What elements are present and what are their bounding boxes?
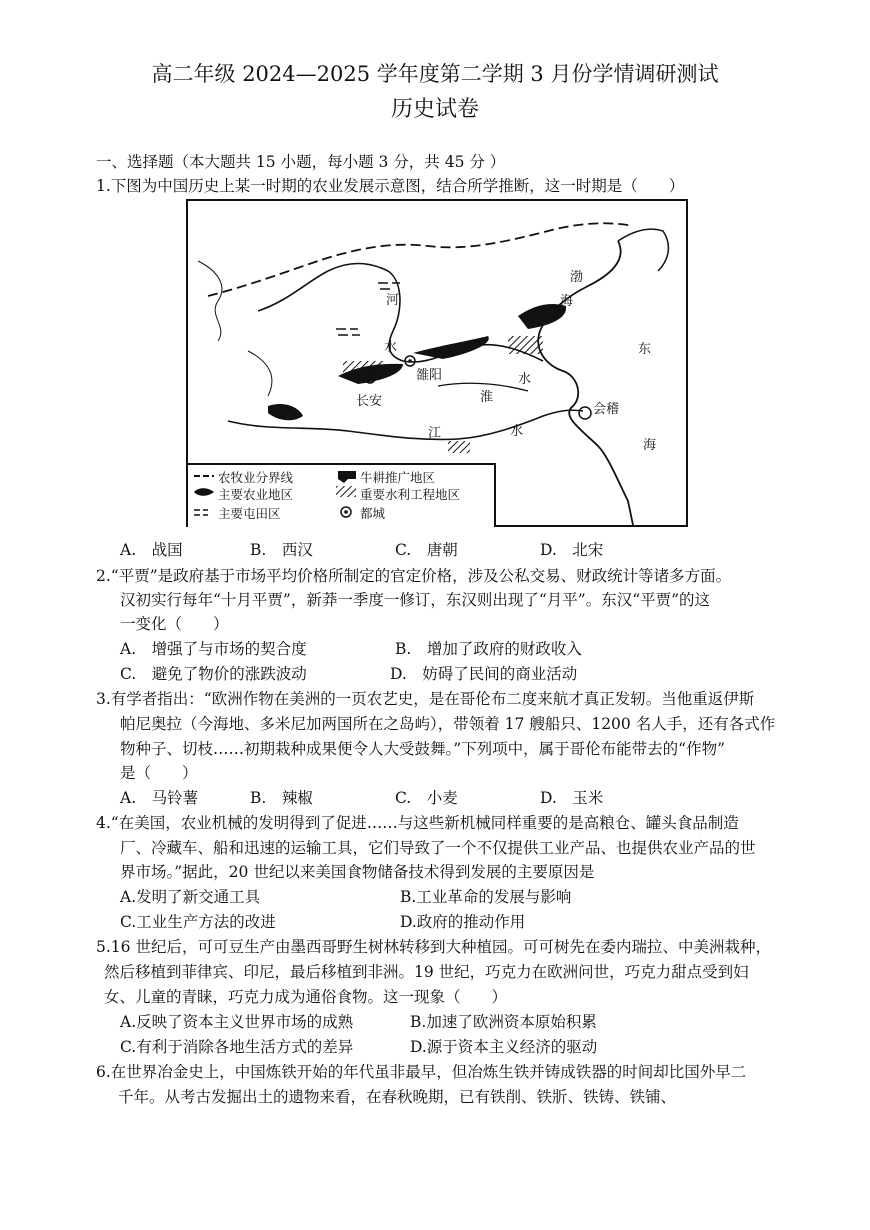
q5-option-a[interactable]: A.反映了资本主义世界市场的成熟 (120, 1013, 354, 1031)
q1-option-a[interactable]: A. 战国 (120, 541, 183, 559)
q4-line-3: 界市场。”据此，20 世纪以来美国食物储备技术得到发展的主要原因是 (120, 863, 595, 881)
q3-line-2: 帕尼奥拉（今海地、多米尼加两国所在之岛屿），带领着 17 艘船只、1200 名人手，还有各式作 (120, 715, 776, 733)
label-huai: 淮 (480, 390, 494, 405)
q2-option-c[interactable]: C. 避免了物价的涨跌波动 (120, 665, 307, 683)
exam-subtitle: 历史试卷 (390, 97, 479, 122)
section-heading: 一、选择题（本大题共 15 小题，每小题 3 分，共 45 分 ） (96, 153, 506, 171)
q2-line-1: 2.“平贾”是政府基于市场平均价格所制定的官定价格，涉及公私交易、财政统计等诸多方面。 (96, 567, 732, 585)
label-kuaiji: 会稽 (593, 402, 620, 417)
q4-line-2: 厂、冷藏车、船和迅速的运输工具，它们导致了一个不仅提供工业产品、也提供农业产品的世 (120, 839, 756, 857)
q6-line-1: 6.在世界冶金史上，中国炼铁开始的年代虽非最早，但冶炼生铁并铸成铁器的时间却比国外早二 (96, 1063, 747, 1081)
q6-line-2: 千年。从考古发掘出土的遗物来看，在春秋晚期，已有铁削、铁斨、铁铸、铁铺、 (118, 1088, 677, 1106)
q1-option-b[interactable]: B. 西汉 (250, 541, 313, 559)
label-jiang: 江 (428, 426, 442, 441)
q4-option-d[interactable]: D.政府的推动作用 (400, 913, 526, 931)
label-bo: 渤 (570, 270, 584, 285)
q3-line-1: 3.有学者指出：“欧洲作物在美洲的一页农艺史，是在哥伦布二度来航才真正发轫。当他重返伊斯 (96, 690, 755, 708)
q4-line-1: 4.“在美国，农业机械的发明得到了促进……与这些新机械同样重要的是高粮仓、罐头食品制造 (96, 814, 739, 832)
q4-option-a[interactable]: A.发明了新交通工具 (120, 888, 261, 906)
q3-line-3: 物种子、切枝……初期栽种成果便令人大受鼓舞。”下列项中，属于哥伦布能带去的“作物” (120, 740, 726, 758)
label-dong: 东 (638, 342, 652, 357)
legend-water: 重要水利工程地区 (360, 487, 461, 502)
agriculture-map (186, 199, 688, 527)
q2-option-b[interactable]: B. 增加了政府的财政收入 (395, 640, 582, 658)
label-chang-an: 长安 (356, 394, 383, 409)
legend-boundary: 农牧业分界线 (218, 470, 294, 485)
q2-option-d[interactable]: D. 妨碍了民间的商业活动 (390, 665, 578, 683)
q3-option-a[interactable]: A. 马铃薯 (120, 789, 199, 807)
legend-tuntian: 主要屯田区 (218, 506, 281, 521)
label-shui3: 水 (510, 424, 524, 439)
q2-line-2: 汉初实行每年“十月平贾”，新莽一季度一修订，东汉则出现了“月平”。东汉“平贾”的这 (120, 591, 711, 609)
label-luoyang: 雒阳 (416, 368, 443, 383)
legend-niugeng: 牛耕推广地区 (360, 470, 436, 485)
q5-line-1: 5.16 世纪后，可可豆生产由墨西哥野生树林转移到大种植园。可可树先在委内瑞拉、中美洲栽种， (96, 938, 771, 956)
map-legend (188, 463, 496, 527)
q2-option-a[interactable]: A. 增强了与市场的契合度 (120, 640, 307, 658)
label-hai2: 海 (643, 438, 657, 453)
q1-option-c[interactable]: C. 唐朝 (395, 541, 458, 559)
exam-title: 高二年级 2024—2025 学年度第二学期 3 月份学情调研测试 (151, 62, 719, 86)
q3-option-b[interactable]: B. 辣椒 (250, 789, 313, 807)
q4-option-c[interactable]: C.工业生产方法的改进 (120, 913, 276, 931)
legend-agri: 主要农业地区 (218, 487, 294, 502)
q3-option-c[interactable]: C. 小麦 (395, 789, 458, 807)
q5-line-3: 女、儿童的青睐，巧克力成为通俗食物。这一现象（ ） (104, 988, 508, 1006)
q1-option-d[interactable]: D. 北宋 (540, 541, 604, 559)
q5-option-d[interactable]: D.源于资本主义经济的驱动 (410, 1038, 598, 1056)
q5-option-b[interactable]: B.加速了欧洲资本原始积累 (410, 1013, 597, 1031)
q1-stem: 1.下图为中国历史上某一时期的农业发展示意图，结合所学推断，这一时期是（ ） (96, 177, 685, 195)
q4-option-b[interactable]: B.工业革命的发展与影响 (400, 888, 572, 906)
label-shui2: 水 (518, 372, 532, 387)
q3-option-d[interactable]: D. 玉米 (540, 789, 604, 807)
label-shui: 水 (384, 340, 398, 355)
q5-option-c[interactable]: C.有利于消除各地生活方式的差异 (120, 1038, 354, 1056)
label-hai: 海 (560, 294, 574, 309)
q2-line-3: 一变化（ ） (120, 615, 229, 633)
legend-capital: 都城 (360, 506, 386, 521)
q3-line-4: 是（ ） (120, 764, 198, 782)
q5-line-2: 然后移植到菲律宾、印尼，最后移植到非洲。19 世纪，巧克力在欧洲问世，巧克力甜点受到妇 (104, 963, 749, 981)
label-he: 河 (386, 293, 400, 308)
